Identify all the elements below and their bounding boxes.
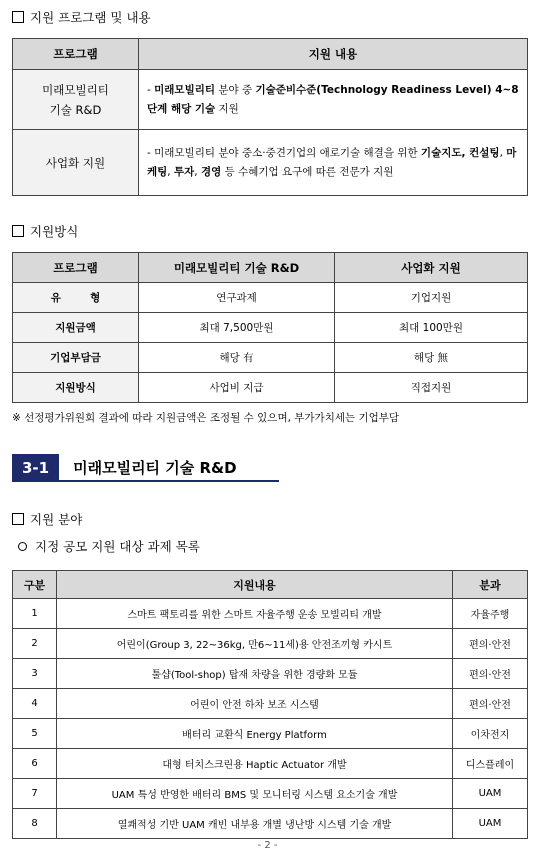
checkbox-square-icon [12,513,24,525]
cell-dept: 편의·안전 [453,689,528,719]
header-dept: 분과 [453,571,528,599]
cell-dept: UAM [453,779,528,809]
table-row [13,629,528,659]
subheading-task-list: 지정 공모 지원 대상 과제 목록 [18,537,200,555]
section-number: 3-1 [12,454,59,482]
cell-commercial: 직접지원 [335,373,528,403]
cell-dept: 디스플레이 [453,749,528,779]
cell-rnd: 사업비 지급 [139,373,335,403]
header-program: 프로그램 [13,39,139,70]
table-row [13,779,528,809]
row-label: 미래모빌리티 기술 R&D [13,70,139,130]
table-row [13,373,528,403]
row-label: 지원금액 [13,313,139,343]
row-label: 사업화 지원 [13,130,139,196]
header-rnd: 미래모빌리티 기술 R&D [139,253,335,283]
row-description: - 미래모빌리티 분야 중 기술준비수준(Technology Readiness Level) 4~8 단계 해당 기술 지원 [139,70,528,130]
row-label: 기업부담금 [13,343,139,373]
cell-dept: 이차전지 [453,719,528,749]
cell-rnd: 해당 有 [139,343,335,373]
row-description: - 미래모빌리티 분야 중소·중견기업의 애로기술 해결을 위한 기술지도, 컨설팅, 마케팅, 투자, 경영 등 수혜기업 요구에 따른 전문가 지원 [139,130,528,196]
cell-no: 1 [13,599,57,629]
cell-rnd: 연구과제 [139,283,335,313]
section-title: 미래모빌리티 기술 R&D [59,454,279,482]
cell-content: 대형 터치스크린용 Haptic Actuator 개발 [57,749,453,779]
cell-dept: 편의·안전 [453,659,528,689]
row-label: 유 형 [13,283,139,313]
cell-no: 8 [13,809,57,839]
cell-dept: 편의·안전 [453,629,528,659]
checkbox-square-icon [12,225,24,237]
cell-no: 6 [13,749,57,779]
cell-no: 4 [13,689,57,719]
table-row [13,599,528,629]
cell-commercial: 해당 無 [335,343,528,373]
table-row [13,809,528,839]
cell-no: 3 [13,659,57,689]
section-heading-method: 지원방식 [12,222,78,240]
cell-content: 배터리 교환식 Energy Platform [57,719,453,749]
task-table [12,570,528,839]
cell-commercial: 최대 100만원 [335,313,528,343]
method-table [12,252,528,403]
table-header-row [13,253,528,283]
table-row [13,659,528,689]
cell-no: 7 [13,779,57,809]
cell-rnd: 최대 7,500만원 [139,313,335,343]
page-number: - 2 - [257,840,278,851]
table-row [13,689,528,719]
section-heading-program: 지원 프로그램 및 내용 [12,8,151,26]
cell-content: 스마트 팩토리를 위한 스마트 자율주행 운송 모빌리티 개발 [57,599,453,629]
table-row [13,749,528,779]
section-title-bar [12,454,279,482]
table-header-row [13,571,528,599]
cell-no: 2 [13,629,57,659]
cell-content: 툴샵(Tool-shop) 탑재 차량을 위한 경량화 모듈 [57,659,453,689]
row-label: 지원방식 [13,373,139,403]
table-row [13,130,528,196]
header-no: 구분 [13,571,57,599]
cell-content: 어린이(Group 3, 22~36kg, 만6~11세)용 안전조끼형 카시트 [57,629,453,659]
cell-no: 5 [13,719,57,749]
checkbox-square-icon [12,11,24,23]
table-row [13,719,528,749]
table-row [13,283,528,313]
program-table [12,38,528,196]
section-heading-field: 지원 분야 [12,510,82,528]
cell-commercial: 기업지원 [335,283,528,313]
circle-bullet-icon [18,542,27,551]
table-header-row [13,39,528,70]
table-row [13,313,528,343]
funding-note: ※ 선정평가위원회 결과에 따라 지원금액은 조정될 수 있으며, 부가가치세는 기업부담 [12,412,400,424]
header-program: 프로그램 [13,253,139,283]
cell-content: UAM 특성 반영한 배터리 BMS 및 모니터링 시스템 요소기술 개발 [57,779,453,809]
cell-dept: 자율주행 [453,599,528,629]
header-commercial: 사업화 지원 [335,253,528,283]
table-row [13,343,528,373]
cell-content: 어린이 안전 하차 보조 시스템 [57,689,453,719]
table-row [13,70,528,130]
header-content: 지원 내용 [139,39,528,70]
header-content: 지원내용 [57,571,453,599]
cell-content: 열쾌적성 기반 UAM 캐빈 내부용 개별 냉난방 시스템 기술 개발 [57,809,453,839]
cell-dept: UAM [453,809,528,839]
